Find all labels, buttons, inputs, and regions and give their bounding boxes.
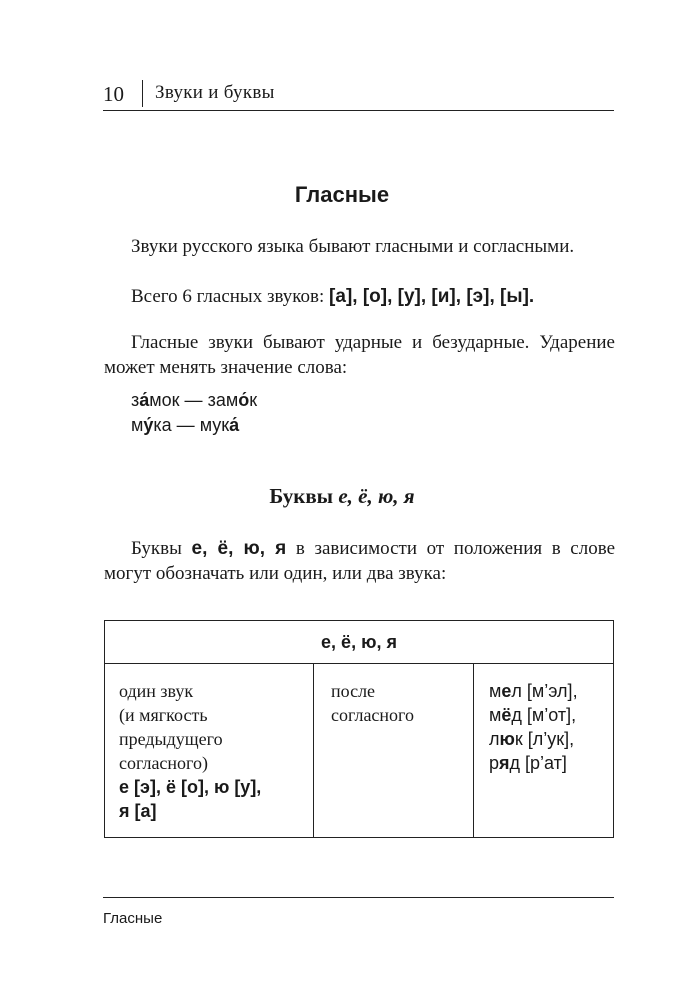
- stress-examples: [131, 388, 643, 438]
- table-header: е, ё, ю, я: [105, 621, 613, 664]
- heading-letters: Буквы е, ё, ю, я: [269, 484, 415, 508]
- header-separator: [142, 80, 143, 107]
- table-divider: [313, 663, 314, 837]
- heading-vowels: Гласные: [294, 182, 390, 207]
- table-cell-after-consonant: после согласного: [331, 681, 414, 725]
- running-footer: [103, 897, 614, 927]
- page-number: 10: [103, 82, 124, 106]
- running-header: [103, 78, 614, 111]
- letters-table: [104, 620, 614, 838]
- heading-letters-italic: е, ё, ю, я: [338, 484, 415, 508]
- table-example-row: мёд [м’от],: [489, 705, 577, 725]
- paragraph-sounds: Звуки русского языка бывают гласными и согласными.: [131, 236, 575, 257]
- paragraph-vowel-count: [104, 284, 616, 309]
- table-example-row: люк [л’ук],: [489, 729, 575, 749]
- vowel-sounds-list: [а], [о], [у], [и], [э], [ы].: [329, 286, 535, 307]
- table-cell-examples: [489, 679, 609, 775]
- table-divider: [473, 663, 474, 837]
- table-example-row: ряд [р’ат]: [489, 753, 567, 773]
- example-row: му́ка — мука́: [131, 415, 240, 435]
- paragraph-stress: Гласные звуки бывают ударные и безударные. Ударение может менять значение слова:: [104, 332, 615, 378]
- paragraph-letters: Буквы е, ё, ю, я в зависимости от положения в слове могут обозначать или один, или два звука:: [104, 538, 616, 584]
- table-example-row: мел [м’эл],: [489, 681, 578, 701]
- letters-bold: е, ё, ю, я: [191, 538, 287, 559]
- footer-text: Гласные: [103, 910, 163, 927]
- vowel-count-text: Всего 6 гласных звуков:: [131, 286, 330, 307]
- table-cell-one-sound: один звук (и мягкость предыдущего согласного) е [э], ё [о], ю [у], я [а]: [119, 681, 262, 821]
- section-title: Звуки и буквы: [155, 82, 275, 103]
- example-row: за́мок — замо́к: [131, 390, 258, 410]
